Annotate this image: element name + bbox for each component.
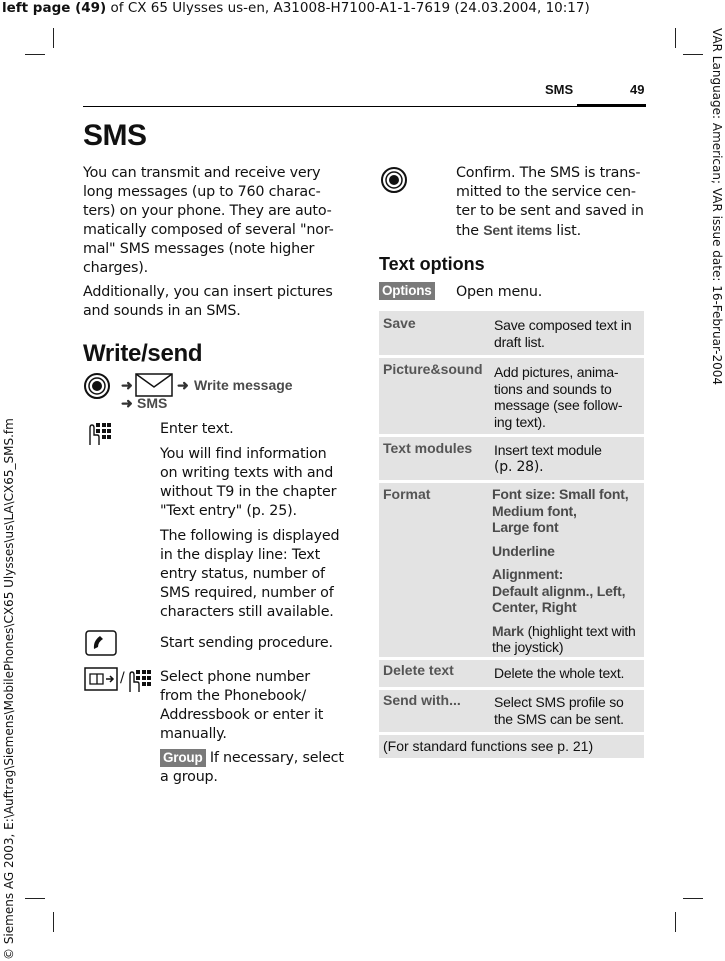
format-alignment: Alignment: (492, 566, 564, 582)
option-row-picture-sound[interactable] (379, 358, 644, 434)
print-header (2, 0, 590, 16)
crop-mark (675, 28, 676, 48)
joystick-icon (83, 372, 113, 400)
slash-separator: / (120, 670, 125, 686)
option-desc: Font size: Small font, Medium font, Large font Underline Alignment: Default alignm., Left, Center, Right Mark (highlight text with the joystick) (492, 486, 638, 656)
option-label: Picture&sound (383, 361, 483, 377)
option-desc: Select SMS profile so the SMS can be sent. (494, 694, 624, 727)
side-text-left: © Siemens AG 2003, E:\Auftrag\Siemens\MobilePhones\CX65 Ulysses\us\LA\CX65_SMS.fm (2, 418, 16, 960)
header-rule-accent (577, 104, 646, 107)
step-t9-info: You will find information on writing texts with and without T9 in the chapter "Text entry" (p. 25). (160, 446, 337, 519)
option-desc: Add pictures, anima- tions and sounds to message (see follow- ing text). (494, 364, 623, 430)
option-row-text-modules[interactable] (379, 437, 644, 480)
crop-mark (683, 54, 703, 55)
option-row-send-with[interactable] (379, 690, 644, 732)
crop-mark (675, 912, 676, 932)
standard-functions-note: (For standard functions see p. 21) (383, 738, 594, 754)
confirm-text: Confirm. The SMS is trans- mitted to the service cen- ter to be sent and saved in the Sent items list. (456, 165, 644, 239)
format-underline: Underline (492, 542, 555, 559)
intro-paragraph: You can transmit and receive very long messages (up to 760 charac- ters) on your phone. They are auto- matically composed of several "nor- mal" SMS messages (note higher charges). (83, 165, 334, 276)
keypad-icon (86, 420, 112, 446)
section-heading-write-send: Write/send (83, 340, 203, 367)
option-desc: Insert text module (p. 28). (494, 442, 602, 475)
phonebook-icon (84, 667, 118, 691)
phonebook-keypad-icon (84, 667, 154, 693)
crop-mark (25, 54, 45, 55)
option-label: Save (383, 315, 416, 331)
options-row (379, 282, 649, 301)
step-start-sending: Start sending procedure. (160, 635, 333, 651)
section-heading-text-options: Text options (379, 254, 485, 274)
header-rule (83, 106, 646, 107)
path-arrow: ➜ (177, 377, 189, 393)
step-select-number: Select phone number from the Phonebook/ Addressbook or enter it manually. (160, 669, 324, 742)
print-header-label: left page (49) (2, 0, 107, 16)
running-head-section: SMS (545, 82, 574, 97)
sent-items-label: Sent items (483, 222, 553, 238)
keypad-icon (126, 667, 152, 693)
option-label: Send with... (383, 692, 461, 708)
path-item-sms: SMS (137, 395, 168, 411)
options-footer (379, 735, 644, 758)
path-item-write-message: Write message (194, 377, 293, 393)
option-row-format[interactable] (379, 483, 644, 657)
menu-path (83, 372, 353, 414)
step-group: Group If necessary, select a group. (160, 750, 344, 785)
option-row-save[interactable] (379, 311, 644, 355)
option-row-delete-text[interactable] (379, 660, 644, 687)
path-arrow: ➜ (121, 395, 133, 411)
option-label: Text modules (383, 440, 473, 456)
options-softkey[interactable]: Options (379, 282, 435, 300)
crop-mark (25, 898, 45, 899)
page-number: 49 (630, 82, 645, 97)
path-arrow: ➜ (121, 377, 133, 393)
call-key-icon (85, 630, 117, 656)
options-softkey-desc: Open menu. (456, 284, 543, 300)
step-enter-text: Enter text. (160, 421, 234, 437)
step-display-info: The following is displayed in the display line: Text entry status, number of SMS required, number of characters still available. (160, 528, 340, 620)
crop-mark (53, 912, 54, 932)
crop-mark (53, 28, 54, 48)
option-label: Format (383, 486, 431, 502)
option-desc: Save composed text in draft list. (494, 317, 632, 350)
page-title: SMS (83, 119, 147, 152)
side-text-right: VAR Language: American; VAR issue date: 16-Februar-2004 (710, 28, 724, 385)
print-header-info: of CX 65 Ulysses us-en, A31008-H7100-A1-1-7619 (24.03.2004, 10:17) (106, 0, 590, 16)
format-mark: Mark (492, 622, 524, 639)
format-font-size: Font size: Small font, (492, 486, 629, 502)
option-label: Delete text (383, 662, 454, 678)
group-softkey[interactable]: Group (160, 749, 206, 767)
intro-paragraph-2: Additionally, you can insert pictures and sounds in an SMS. (83, 284, 333, 319)
option-desc: Delete the whole text. (494, 665, 625, 681)
crop-mark (683, 898, 703, 899)
joystick-icon (380, 166, 410, 194)
envelope-icon (135, 373, 173, 397)
